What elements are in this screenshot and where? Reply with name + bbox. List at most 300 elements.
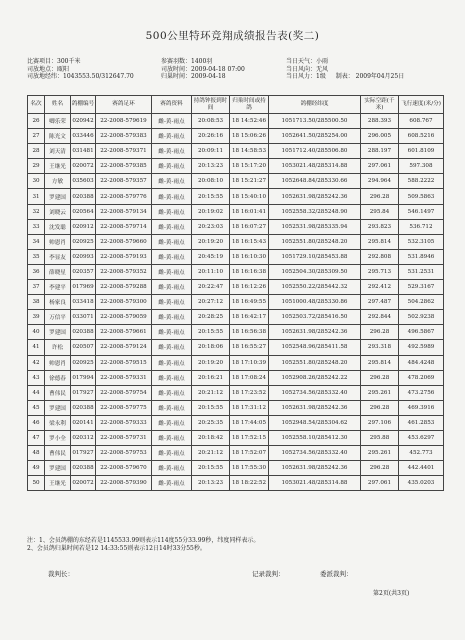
cell-loft-coords: 1052734.56/285332.40 [269, 385, 361, 400]
table-row [28, 430, 444, 445]
cell-ring-number: 22-2008-579714 [96, 219, 152, 234]
cell-arrival-time: 18 16:49:55 [230, 295, 269, 310]
column-header-ring-number: 赛鸽足环 [96, 96, 152, 114]
cell-loft-id: 020388 [71, 325, 96, 340]
cell-distance-km: 292.412 [361, 280, 399, 295]
cell-clock-report-time: 20:23:03 [192, 219, 230, 234]
entries: 参赛羽数：1400羽 [161, 58, 213, 65]
cell-loft-id: 020388 [71, 189, 96, 204]
table-row [28, 476, 444, 491]
cell-name: 李显友 [45, 249, 71, 264]
meta-left [27, 58, 134, 81]
meta-right [286, 58, 404, 81]
cell-rank: 26 [28, 114, 45, 129]
cell-distance-km: 296.28 [361, 400, 399, 415]
cell-loft-id: 017927 [71, 446, 96, 461]
table-row [28, 340, 444, 355]
cell-speed-m-per-min: 509.5863 [399, 189, 444, 204]
table-row [28, 370, 444, 385]
return-time: 归巢时间：2009-04-18 [161, 73, 226, 81]
cell-loft-coords: 1053021.48/285314.88 [269, 476, 361, 491]
cell-rank: 41 [28, 340, 45, 355]
table-row [28, 355, 444, 370]
cell-arrival-time: 18 16:42:17 [230, 310, 269, 325]
cell-loft-coords: 1052641.50/285254.00 [269, 129, 361, 144]
cell-ring-number: 22-2008-579661 [96, 325, 152, 340]
cell-clock-report-time: 20:08:53 [192, 114, 230, 129]
column-header-distance-km: 实际空距(千米) [361, 96, 399, 114]
cell-arrival-time: 18 17:52:15 [230, 430, 269, 445]
cell-arrival-time: 18 15:21:27 [230, 174, 269, 189]
cell-rank: 45 [28, 400, 45, 415]
cell-ring-number: 22-2008-579776 [96, 189, 152, 204]
cell-name: 王继光 [45, 476, 71, 491]
cell-arrival-time: 18 16:15:43 [230, 234, 269, 249]
cell-loft-id: 020942 [71, 114, 96, 129]
cell-name: 卿乐荣 [45, 114, 71, 129]
cell-ring-number: 22-2008-579300 [96, 295, 152, 310]
recorder-signature: 记录裁判： [252, 570, 285, 578]
cell-loft-id: 020388 [71, 400, 96, 415]
cell-loft-coords: 1052558.32/285248.90 [269, 204, 361, 219]
cell-loft-id: 020912 [71, 219, 96, 234]
cell-ring-number: 22-2008-579753 [96, 446, 152, 461]
cell-distance-km: 295.84 [361, 204, 399, 219]
cell-loft-id: 017927 [71, 385, 96, 400]
page-number: 第2页(共3页) [373, 590, 410, 597]
cell-loft-coords: 1052551.80/285248.20 [269, 234, 361, 249]
cell-arrival-time: 18 16:56:38 [230, 325, 269, 340]
cell-ring-number: 22-2008-579775 [96, 400, 152, 415]
cell-ring-number: 22-2008-579390 [96, 476, 152, 491]
cell-rank: 30 [28, 174, 45, 189]
cell-bird-info: 雌-黄-雨点 [152, 144, 192, 159]
note-1: 注：1、会员鸽棚的东经若是1145533.99则表示114度55分33.99秒，纬度同样表示。 [27, 537, 260, 544]
cell-name: 刘天清 [45, 144, 71, 159]
table-row [28, 461, 444, 476]
cell-rank: 50 [28, 476, 45, 491]
cell-arrival-time: 18 17:23:52 [230, 385, 269, 400]
cell-clock-report-time: 20:27:12 [192, 295, 230, 310]
cell-arrival-time: 18 18:22:52 [230, 476, 269, 491]
cell-distance-km: 288.197 [361, 144, 399, 159]
cell-speed-m-per-min: 496.5867 [399, 325, 444, 340]
cell-bird-info: 雌-黄-雨点 [152, 355, 192, 370]
cell-arrival-time: 18 16:01:41 [230, 204, 269, 219]
cell-arrival-time: 18 17:31:12 [230, 400, 269, 415]
column-header-bird-info: 赛鸽资料 [152, 96, 192, 114]
cell-name: 罗建国 [45, 189, 71, 204]
cell-speed-m-per-min: 502.9238 [399, 310, 444, 325]
cell-name: 万信平 [45, 310, 71, 325]
cell-bird-info: 雌-黄-雨点 [152, 219, 192, 234]
cell-speed-m-per-min: 608.767 [399, 114, 444, 129]
cell-rank: 31 [28, 189, 45, 204]
cell-speed-m-per-min: 608.5216 [399, 129, 444, 144]
cell-clock-report-time: 20:19:20 [192, 355, 230, 370]
table-row [28, 310, 444, 325]
cell-arrival-time: 18 15:17:20 [230, 159, 269, 174]
wind-force: 当日风力：1级 [286, 73, 326, 81]
cell-loft-id: 020925 [71, 234, 96, 249]
cell-clock-report-time: 20:21:12 [192, 446, 230, 461]
cell-distance-km: 292.808 [361, 249, 399, 264]
cell-speed-m-per-min: 531.8946 [399, 249, 444, 264]
cell-loft-id: 035603 [71, 174, 96, 189]
column-header-rank: 名次 [28, 96, 45, 114]
cell-loft-coords: 1052503.72/285416.50 [269, 310, 361, 325]
cell-speed-m-per-min: 597.308 [399, 159, 444, 174]
race-distance: 比赛项目：300千米 [27, 58, 81, 65]
cell-clock-report-time: 20:13:23 [192, 476, 230, 491]
cell-loft-coords: 1052558.10/285412.30 [269, 430, 361, 445]
table-row [28, 400, 444, 415]
cell-bird-info: 雌-黄-雨点 [152, 249, 192, 264]
cell-speed-m-per-min: 601.8109 [399, 144, 444, 159]
cell-arrival-time: 18 17:52:07 [230, 446, 269, 461]
table-row [28, 415, 444, 430]
cell-arrival-time: 18 17:08:24 [230, 370, 269, 385]
cell-ring-number: 22-2008-579670 [96, 461, 152, 476]
cell-arrival-time: 18 17:10:39 [230, 355, 269, 370]
cell-name: 梁永利 [45, 415, 71, 430]
cell-ring-number: 22-2008-579288 [96, 280, 152, 295]
cell-loft-coords: 1051712.40/285506.80 [269, 144, 361, 159]
cell-bird-info: 雌-黄-雨点 [152, 174, 192, 189]
cell-name: 李建平 [45, 280, 71, 295]
table-row [28, 219, 444, 234]
cell-name: 罗建国 [45, 325, 71, 340]
results-table [27, 95, 444, 491]
cell-clock-report-time: 20:16:21 [192, 370, 230, 385]
cell-name: 杨家良 [45, 295, 71, 310]
cell-speed-m-per-min: 478.2069 [399, 370, 444, 385]
weather: 当日天气：小雨 [286, 58, 329, 65]
cell-name: 王继光 [45, 159, 71, 174]
cell-clock-report-time: 20:19:20 [192, 234, 230, 249]
table-row [28, 295, 444, 310]
cell-ring-number: 22-2008-579371 [96, 144, 152, 159]
cell-speed-m-per-min: 531.2531 [399, 264, 444, 279]
wind-force-and-date [286, 73, 404, 81]
column-header-name: 姓名 [45, 96, 71, 114]
wind-direction: 当日风向：无风 [286, 65, 329, 73]
cell-loft-coords: 1052531.98/285335.94 [269, 219, 361, 234]
cell-clock-report-time: 20:08:10 [192, 174, 230, 189]
cell-bird-info: 雌-黄-雨点 [152, 310, 192, 325]
cell-rank: 40 [28, 325, 45, 340]
cell-distance-km: 295.713 [361, 264, 399, 279]
cell-loft-coords: 1052551.80/285248.20 [269, 355, 361, 370]
cell-ring-number: 22-2008-579385 [96, 159, 152, 174]
cell-loft-id: 033071 [71, 310, 96, 325]
prepared-date: 制表： 2009年04月25日 [335, 73, 405, 81]
cell-clock-report-time: 20:28:25 [192, 310, 230, 325]
cell-distance-km: 292.844 [361, 310, 399, 325]
cell-ring-number: 22-2008-579134 [96, 204, 152, 219]
cell-arrival-time: 18 15:06:26 [230, 129, 269, 144]
cell-rank: 39 [28, 310, 45, 325]
cell-loft-id: 031481 [71, 144, 96, 159]
cell-speed-m-per-min: 536.712 [399, 219, 444, 234]
cell-clock-report-time: 20:15:55 [192, 189, 230, 204]
cell-distance-km: 296.28 [361, 370, 399, 385]
table-row [28, 189, 444, 204]
cell-rank: 49 [28, 461, 45, 476]
column-header-loft-id: 鸽棚编号 [71, 96, 96, 114]
cell-name: 罗小全 [45, 430, 71, 445]
cell-ring-number: 22-2008-579059 [96, 310, 152, 325]
cell-distance-km: 295.261 [361, 385, 399, 400]
cell-loft-id: 020388 [71, 461, 96, 476]
cell-rank: 37 [28, 280, 45, 295]
cell-name: 罗建国 [45, 461, 71, 476]
cell-name: 罗建国 [45, 400, 71, 415]
release-time: 司放时间：2009-04-18 07:00 [161, 65, 245, 73]
table-row [28, 264, 444, 279]
cell-distance-km: 296.005 [361, 129, 399, 144]
cell-arrival-time: 18 16:55:27 [230, 340, 269, 355]
cell-distance-km: 295.814 [361, 355, 399, 370]
cell-distance-km: 297.061 [361, 159, 399, 174]
cell-ring-number: 22-2008-579515 [96, 355, 152, 370]
cell-loft-id: 020072 [71, 159, 96, 174]
cell-loft-id: 020564 [71, 204, 96, 219]
cell-bird-info: 雌-黄-雨点 [152, 400, 192, 415]
cell-rank: 36 [28, 264, 45, 279]
cell-arrival-time: 18 14:52:46 [230, 114, 269, 129]
cell-bird-info: 雌-黄-雨点 [152, 446, 192, 461]
cell-rank: 43 [28, 370, 45, 385]
cell-ring-number: 22-2008-579124 [96, 340, 152, 355]
cell-loft-coords: 1051729.10/285453.88 [269, 249, 361, 264]
cell-bird-info: 雌-黄-雨点 [152, 295, 192, 310]
cell-loft-coords: 1052631.98/285242.36 [269, 325, 361, 340]
cell-ring-number: 22-2008-579352 [96, 264, 152, 279]
table-row [28, 159, 444, 174]
table-row [28, 114, 444, 129]
cell-distance-km: 295.261 [361, 446, 399, 461]
cell-ring-number: 22-2008-579383 [96, 129, 152, 144]
table-row [28, 325, 444, 340]
cell-bird-info: 雌-黄-雨点 [152, 204, 192, 219]
cell-bird-info: 雌-黄-雨点 [152, 325, 192, 340]
cell-name: 许松 [45, 340, 71, 355]
cell-ring-number: 22-2008-579331 [96, 370, 152, 385]
table-body [28, 114, 444, 491]
cell-loft-id: 020312 [71, 430, 96, 445]
cell-arrival-time: 18 17:44:05 [230, 415, 269, 430]
table-row [28, 280, 444, 295]
cell-bird-info: 雌-黄-雨点 [152, 461, 192, 476]
cell-loft-coords: 1052631.98/285242.36 [269, 461, 361, 476]
cell-arrival-time: 18 16:07:27 [230, 219, 269, 234]
release-site: 司放地点：瓯阳 [27, 65, 70, 73]
cell-loft-id: 020993 [71, 249, 96, 264]
cell-speed-m-per-min: 435.0203 [399, 476, 444, 491]
cell-speed-m-per-min: 504.2862 [399, 295, 444, 310]
cell-loft-coords: 1052734.56/285332.40 [269, 446, 361, 461]
notes [27, 537, 259, 553]
cell-speed-m-per-min: 588.2222 [399, 174, 444, 189]
cell-clock-report-time: 20:25:35 [192, 415, 230, 430]
table-row [28, 249, 444, 264]
cell-bird-info: 雌-黄-雨点 [152, 430, 192, 445]
cell-loft-coords: 1052948.54/285304.62 [269, 415, 361, 430]
cell-distance-km: 294.964 [361, 174, 399, 189]
cell-loft-coords: 1053021.48/285314.88 [269, 159, 361, 174]
cell-clock-report-time: 20:19:02 [192, 204, 230, 219]
cell-name: 帅恩肖 [45, 355, 71, 370]
cell-loft-id: 020072 [71, 476, 96, 491]
cell-loft-id: 017969 [71, 280, 96, 295]
report-title: 500公里特环竞翔成绩报告表(奖二) [145, 30, 320, 42]
note-2: 2、会员鸽归巢时间若是12 14:33:55则表示12日14时33分55秒。 [27, 545, 206, 552]
cell-clock-report-time: 20:15:55 [192, 400, 230, 415]
cell-speed-m-per-min: 473.2756 [399, 385, 444, 400]
table-row [28, 446, 444, 461]
cell-ring-number: 22-2008-579731 [96, 430, 152, 445]
cell-loft-id: 017994 [71, 370, 96, 385]
cell-rank: 42 [28, 355, 45, 370]
cell-speed-m-per-min: 453.6297 [399, 430, 444, 445]
cell-name: 帅恩肖 [45, 234, 71, 249]
committee-signature: 委派裁判： [320, 570, 353, 578]
cell-speed-m-per-min: 532.3105 [399, 234, 444, 249]
cell-arrival-time: 18 16:16:38 [230, 264, 269, 279]
cell-loft-id: 033446 [71, 129, 96, 144]
cell-ring-number: 22-2008-579333 [96, 415, 152, 430]
cell-loft-coords: 1052908.26/285242.22 [269, 370, 361, 385]
cell-rank: 38 [28, 295, 45, 310]
cell-ring-number: 22-2008-579357 [96, 174, 152, 189]
referee-signature: 裁判长： [48, 570, 74, 578]
cell-speed-m-per-min: 461.2853 [399, 415, 444, 430]
cell-clock-report-time: 20:09:11 [192, 144, 230, 159]
cell-name: 刘晓云 [45, 204, 71, 219]
cell-rank: 44 [28, 385, 45, 400]
table-row [28, 204, 444, 219]
cell-loft-id: 020507 [71, 340, 96, 355]
cell-clock-report-time: 20:13:23 [192, 159, 230, 174]
cell-bird-info: 雌-黄-雨点 [152, 280, 192, 295]
cell-clock-report-time: 20:22:47 [192, 280, 230, 295]
release-coords: 司放地经纬：1043553.50/312647.70 [27, 73, 134, 81]
cell-name: 陈光文 [45, 129, 71, 144]
cell-distance-km: 288.393 [361, 114, 399, 129]
cell-ring-number: 22-2008-579619 [96, 114, 152, 129]
cell-distance-km: 295.814 [361, 234, 399, 249]
cell-loft-coords: 1051000.48/285330.86 [269, 295, 361, 310]
cell-speed-m-per-min: 452.773 [399, 446, 444, 461]
cell-bird-info: 雌-黄-雨点 [152, 415, 192, 430]
cell-distance-km: 293.823 [361, 219, 399, 234]
table-row [28, 174, 444, 189]
cell-distance-km: 296.28 [361, 325, 399, 340]
cell-bird-info: 雌-黄-雨点 [152, 370, 192, 385]
cell-ring-number: 22-2008-579193 [96, 249, 152, 264]
cell-arrival-time: 18 15:40:10 [230, 189, 269, 204]
cell-rank: 29 [28, 159, 45, 174]
cell-speed-m-per-min: 484.4248 [399, 355, 444, 370]
cell-rank: 35 [28, 249, 45, 264]
cell-rank: 46 [28, 415, 45, 430]
cell-loft-coords: 1052631.98/285242.36 [269, 189, 361, 204]
cell-arrival-time: 18 14:58:53 [230, 144, 269, 159]
cell-rank: 47 [28, 430, 45, 445]
cell-ring-number: 22-2008-579754 [96, 385, 152, 400]
cell-loft-id: 020357 [71, 264, 96, 279]
table-row [28, 385, 444, 400]
cell-rank: 27 [28, 129, 45, 144]
cell-arrival-time: 18 17:55:30 [230, 461, 269, 476]
meta-middle [161, 58, 245, 81]
cell-rank: 33 [28, 219, 45, 234]
cell-speed-m-per-min: 442.4401 [399, 461, 444, 476]
cell-clock-report-time: 20:21:12 [192, 385, 230, 400]
cell-bird-info: 雌-黄-雨点 [152, 234, 192, 249]
table-row [28, 144, 444, 159]
cell-bird-info: 雌-黄-雨点 [152, 385, 192, 400]
cell-name: 曹伟民 [45, 446, 71, 461]
cell-rank: 32 [28, 204, 45, 219]
cell-bird-info: 雌-黄-雨点 [152, 129, 192, 144]
cell-speed-m-per-min: 469.3916 [399, 400, 444, 415]
cell-bird-info: 雌-黄-雨点 [152, 340, 192, 355]
cell-loft-coords: 1052504.30/285309.50 [269, 264, 361, 279]
cell-speed-m-per-min: 529.3167 [399, 280, 444, 295]
cell-name: 沈发聪 [45, 219, 71, 234]
cell-distance-km: 293.318 [361, 340, 399, 355]
cell-loft-coords: 1051713.50/285500.50 [269, 114, 361, 129]
cell-distance-km: 295.88 [361, 430, 399, 445]
cell-name: 徐德春 [45, 370, 71, 385]
cell-loft-coords: 1052550.22/285442.32 [269, 280, 361, 295]
cell-clock-report-time: 20:26:16 [192, 129, 230, 144]
table-header-row [28, 96, 444, 114]
cell-loft-coords: 1052631.98/285242.36 [269, 400, 361, 415]
cell-bird-info: 雌-黄-雨点 [152, 476, 192, 491]
cell-clock-report-time: 20:11:10 [192, 264, 230, 279]
cell-loft-coords: 1052548.96/285411.58 [269, 340, 361, 355]
cell-distance-km: 296.28 [361, 189, 399, 204]
cell-name: 方敏 [45, 174, 71, 189]
cell-bird-info: 雌-黄-雨点 [152, 189, 192, 204]
column-header-loft-coords: 鸽棚经纬度 [269, 96, 361, 114]
cell-distance-km: 297.487 [361, 295, 399, 310]
cell-loft-coords: 1052648.84/285330.66 [269, 174, 361, 189]
cell-bird-info: 雌-黄-雨点 [152, 264, 192, 279]
cell-rank: 48 [28, 446, 45, 461]
column-header-clock-report-time: 持鸽钟报到时间 [192, 96, 230, 114]
cell-speed-m-per-min: 492.5989 [399, 340, 444, 355]
cell-bird-info: 雌-黄-雨点 [152, 114, 192, 129]
cell-clock-report-time: 20:15:55 [192, 325, 230, 340]
table-row [28, 129, 444, 144]
cell-loft-id: 020925 [71, 355, 96, 370]
cell-name: 薛晓星 [45, 264, 71, 279]
cell-clock-report-time: 20:45:19 [192, 249, 230, 264]
cell-ring-number: 22-2008-579660 [96, 234, 152, 249]
cell-clock-report-time: 20:18:42 [192, 430, 230, 445]
cell-distance-km: 296.28 [361, 461, 399, 476]
cell-speed-m-per-min: 546.1497 [399, 204, 444, 219]
cell-distance-km: 297.106 [361, 415, 399, 430]
cell-distance-km: 297.061 [361, 476, 399, 491]
cell-clock-report-time: 20:18:06 [192, 340, 230, 355]
cell-loft-id: 033418 [71, 295, 96, 310]
cell-clock-report-time: 20:15:55 [192, 461, 230, 476]
